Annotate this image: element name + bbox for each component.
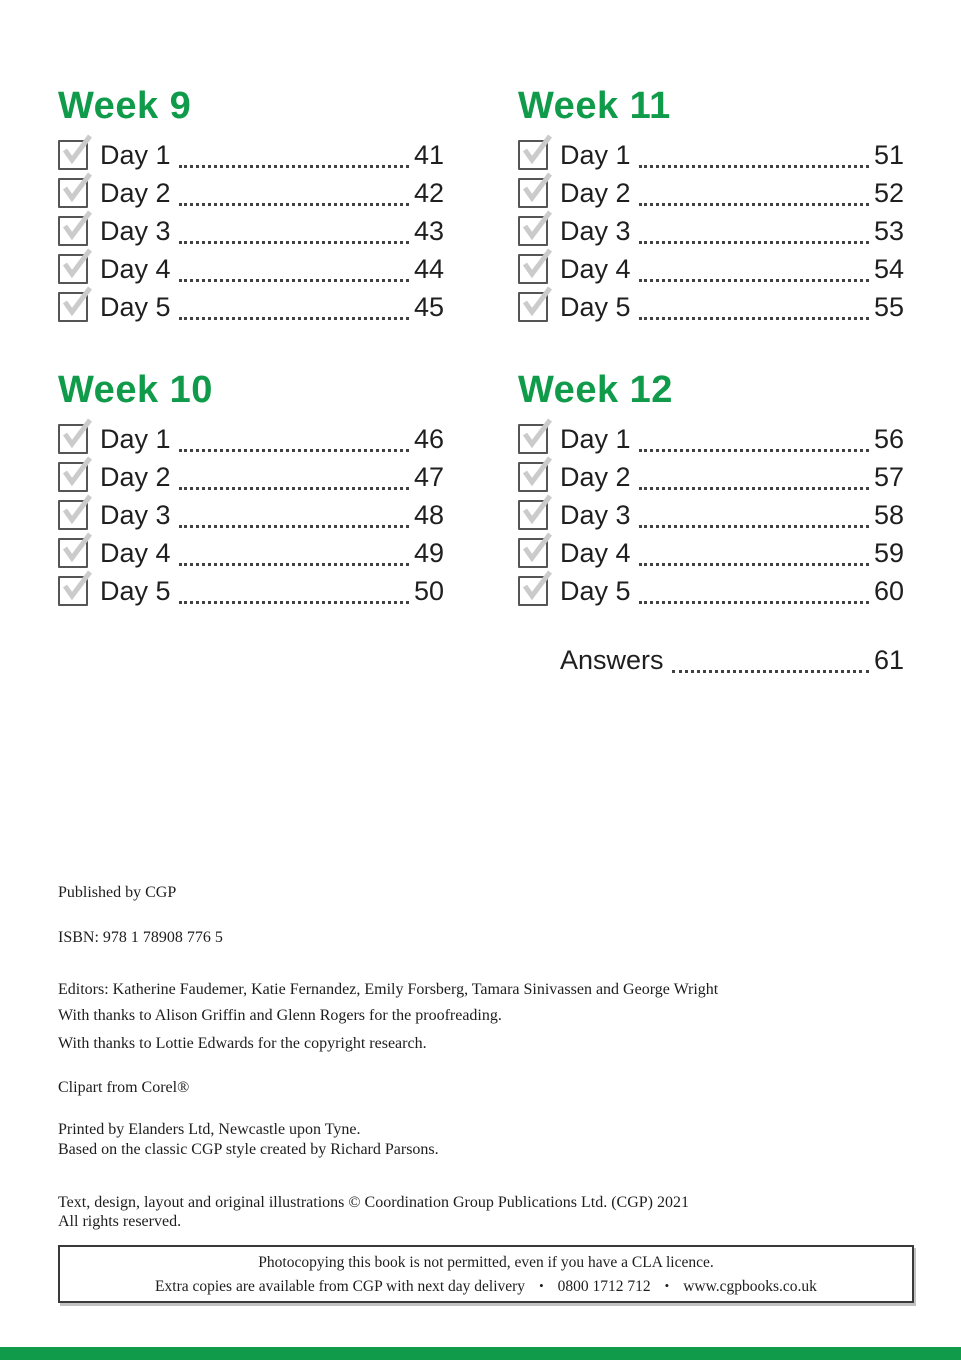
checkbox xyxy=(58,140,88,170)
check-icon xyxy=(60,531,96,565)
dotted-leader xyxy=(639,464,869,490)
bullet-separator: • xyxy=(539,1277,544,1293)
toc-entry xyxy=(58,420,444,458)
rights-line: All rights reserved. xyxy=(58,1213,182,1230)
toc-entry-label: Day 1 xyxy=(560,423,631,454)
dotted-leader xyxy=(179,294,409,320)
toc-entry-label: Day 5 xyxy=(560,575,631,606)
toc-entry-page: 54 xyxy=(873,253,904,284)
dotted-leader xyxy=(639,256,869,282)
toc-entry-page: 50 xyxy=(413,575,444,606)
check-icon xyxy=(520,171,556,205)
extra-copies-text: Extra copies are available from CGP with next day delivery xyxy=(155,1277,526,1295)
toc-entry-label: Day 3 xyxy=(100,499,171,530)
checkbox xyxy=(58,216,88,246)
toc-entry-label: Day 3 xyxy=(560,215,631,246)
dotted-leader xyxy=(639,218,869,244)
week-10-heading: Week 10 xyxy=(58,369,213,411)
check-icon xyxy=(60,247,96,281)
toc-entry xyxy=(518,174,904,212)
checkbox xyxy=(58,538,88,568)
isbn-line: ISBN: 978 1 78908 776 5 xyxy=(58,929,223,946)
check-icon xyxy=(60,455,96,489)
toc-entry-label: Day 3 xyxy=(560,499,631,530)
toc-entry-page: 55 xyxy=(873,291,904,322)
checkbox xyxy=(518,292,548,322)
toc-entry-page: 41 xyxy=(413,139,444,170)
bullet-separator: • xyxy=(664,1277,670,1293)
toc-entry-page: 52 xyxy=(873,177,904,208)
toc-entry xyxy=(58,250,444,288)
toc-entry-label: Day 5 xyxy=(560,291,631,322)
toc-entry-label: Day 3 xyxy=(100,215,171,246)
toc-entry-page: 58 xyxy=(873,499,904,530)
toc-entry xyxy=(518,420,904,458)
checkbox xyxy=(58,254,88,284)
copyright-line: Text, design, layout and original illustrations © Coordination Group Publications Ltd. (CGP) 2021 xyxy=(58,1194,689,1211)
checkbox xyxy=(58,462,88,492)
toc-entry xyxy=(518,458,904,496)
checkbox xyxy=(518,500,548,530)
checkbox xyxy=(58,178,88,208)
toc-entry xyxy=(518,534,904,572)
toc-entry-page: 59 xyxy=(873,537,904,568)
week-9-heading: Week 9 xyxy=(58,85,192,127)
dotted-leader xyxy=(179,578,409,604)
toc-entry-page: 45 xyxy=(413,291,444,322)
checkbox xyxy=(58,292,88,322)
checkbox xyxy=(58,424,88,454)
toc-entry-page: 51 xyxy=(873,139,904,170)
dotted-leader xyxy=(639,578,869,604)
photocopying-line: Photocopying this book is not permitted, even if you have a CLA licence. xyxy=(258,1253,714,1271)
check-icon xyxy=(60,417,96,451)
answers-label: Answers xyxy=(560,644,664,675)
toc-entry xyxy=(58,534,444,572)
check-icon xyxy=(60,569,96,603)
check-icon xyxy=(60,171,96,205)
toc-entry xyxy=(518,572,904,610)
toc-entry-label: Day 4 xyxy=(100,253,171,284)
checkbox xyxy=(518,140,548,170)
website-url: www.cgpbooks.co.uk xyxy=(683,1277,817,1295)
check-icon xyxy=(60,285,96,319)
toc-entry xyxy=(58,572,444,610)
phone-number: 0800 1712 712 xyxy=(557,1277,651,1295)
toc-entry-label: Day 2 xyxy=(100,177,171,208)
toc-entry xyxy=(518,136,904,174)
check-icon xyxy=(520,133,556,167)
bottom-green-bar xyxy=(0,1347,961,1360)
toc-entry-label: Day 2 xyxy=(560,461,631,492)
dotted-leader xyxy=(179,218,409,244)
dotted-leader xyxy=(179,180,409,206)
toc-section-week-9 xyxy=(58,84,444,326)
week-11-heading: Week 11 xyxy=(518,85,671,127)
extra-copies-line xyxy=(60,1274,912,1298)
toc-entry-page: 43 xyxy=(413,215,444,246)
checkbox xyxy=(518,178,548,208)
toc-entry-page: 53 xyxy=(873,215,904,246)
copyright-research-thanks-line: With thanks to Lottie Edwards for the copyright research. xyxy=(58,1035,427,1052)
toc-entry-label: Day 5 xyxy=(100,291,171,322)
toc-entry-page: 44 xyxy=(413,253,444,284)
clipart-line: Clipart from Corel® xyxy=(58,1079,190,1096)
dotted-leader xyxy=(639,540,869,566)
toc-entry-page: 49 xyxy=(413,537,444,568)
checkbox xyxy=(518,576,548,606)
check-icon xyxy=(520,209,556,243)
check-icon xyxy=(520,493,556,527)
toc-entry xyxy=(518,212,904,250)
toc-entry xyxy=(518,496,904,534)
checkbox xyxy=(58,576,88,606)
dotted-leader xyxy=(672,647,869,673)
toc-entry-page: 47 xyxy=(413,461,444,492)
toc-entry-label: Day 1 xyxy=(100,139,171,170)
toc-entry-label: Day 4 xyxy=(560,253,631,284)
dotted-leader xyxy=(639,294,869,320)
toc-entry-label: Day 4 xyxy=(560,537,631,568)
dotted-leader xyxy=(639,142,869,168)
answers-page: 61 xyxy=(873,644,904,675)
toc-entry-page: 57 xyxy=(873,461,904,492)
toc-entry-label: Day 1 xyxy=(100,423,171,454)
check-icon xyxy=(520,569,556,603)
dotted-leader xyxy=(179,142,409,168)
toc-entry-page: 60 xyxy=(873,575,904,606)
checkbox xyxy=(518,462,548,492)
toc-entry xyxy=(58,458,444,496)
check-icon xyxy=(520,531,556,565)
dotted-leader xyxy=(179,540,409,566)
published-by-line: Published by CGP xyxy=(58,884,177,901)
checkbox xyxy=(518,538,548,568)
toc-entry-page: 42 xyxy=(413,177,444,208)
check-icon xyxy=(520,417,556,451)
check-icon xyxy=(520,285,556,319)
toc-entry xyxy=(58,496,444,534)
toc-entry-page: 48 xyxy=(413,499,444,530)
toc-entry-label: Day 5 xyxy=(100,575,171,606)
check-icon xyxy=(60,209,96,243)
checkbox xyxy=(518,254,548,284)
checkbox xyxy=(518,424,548,454)
toc-entry-label: Day 1 xyxy=(560,139,631,170)
toc-entry xyxy=(58,288,444,326)
dotted-leader xyxy=(639,180,869,206)
dotted-leader xyxy=(639,502,869,528)
printed-by-line: Printed by Elanders Ltd, Newcastle upon Tyne. xyxy=(58,1121,361,1138)
toc-entry xyxy=(58,174,444,212)
toc-entry xyxy=(518,250,904,288)
toc-entry-label: Day 2 xyxy=(560,177,631,208)
dotted-leader xyxy=(179,502,409,528)
toc-section-week-12 xyxy=(518,368,904,610)
toc-entry-label: Day 4 xyxy=(100,537,171,568)
editors-line: Editors: Katherine Faudemer, Katie Fernandez, Emily Forsberg, Tamara Sinivassen and George Wright xyxy=(58,981,719,998)
toc-section-week-11 xyxy=(518,84,904,326)
based-on-line: Based on the classic CGP style created by Richard Parsons. xyxy=(58,1141,439,1158)
toc-entry xyxy=(58,212,444,250)
check-icon xyxy=(60,493,96,527)
toc-answers-row xyxy=(518,641,904,679)
toc-section-week-10 xyxy=(58,368,444,610)
toc-entry-page: 56 xyxy=(873,423,904,454)
week-12-heading: Week 12 xyxy=(518,369,673,411)
toc-entry-label: Day 2 xyxy=(100,461,171,492)
check-icon xyxy=(520,247,556,281)
checkbox xyxy=(518,216,548,246)
checkbox xyxy=(58,500,88,530)
dotted-leader xyxy=(179,256,409,282)
imprint-block xyxy=(58,883,908,1231)
toc-entry xyxy=(58,136,444,174)
check-icon xyxy=(60,133,96,167)
toc-entry-page: 46 xyxy=(413,423,444,454)
toc-entry xyxy=(518,288,904,326)
dotted-leader xyxy=(179,464,409,490)
proofreading-thanks-line: With thanks to Alison Griffin and Glenn Rogers for the proofreading. xyxy=(58,1007,502,1024)
dotted-leader xyxy=(179,426,409,452)
dotted-leader xyxy=(639,426,869,452)
photocopying-notice-box xyxy=(58,1245,914,1303)
check-icon xyxy=(520,455,556,489)
